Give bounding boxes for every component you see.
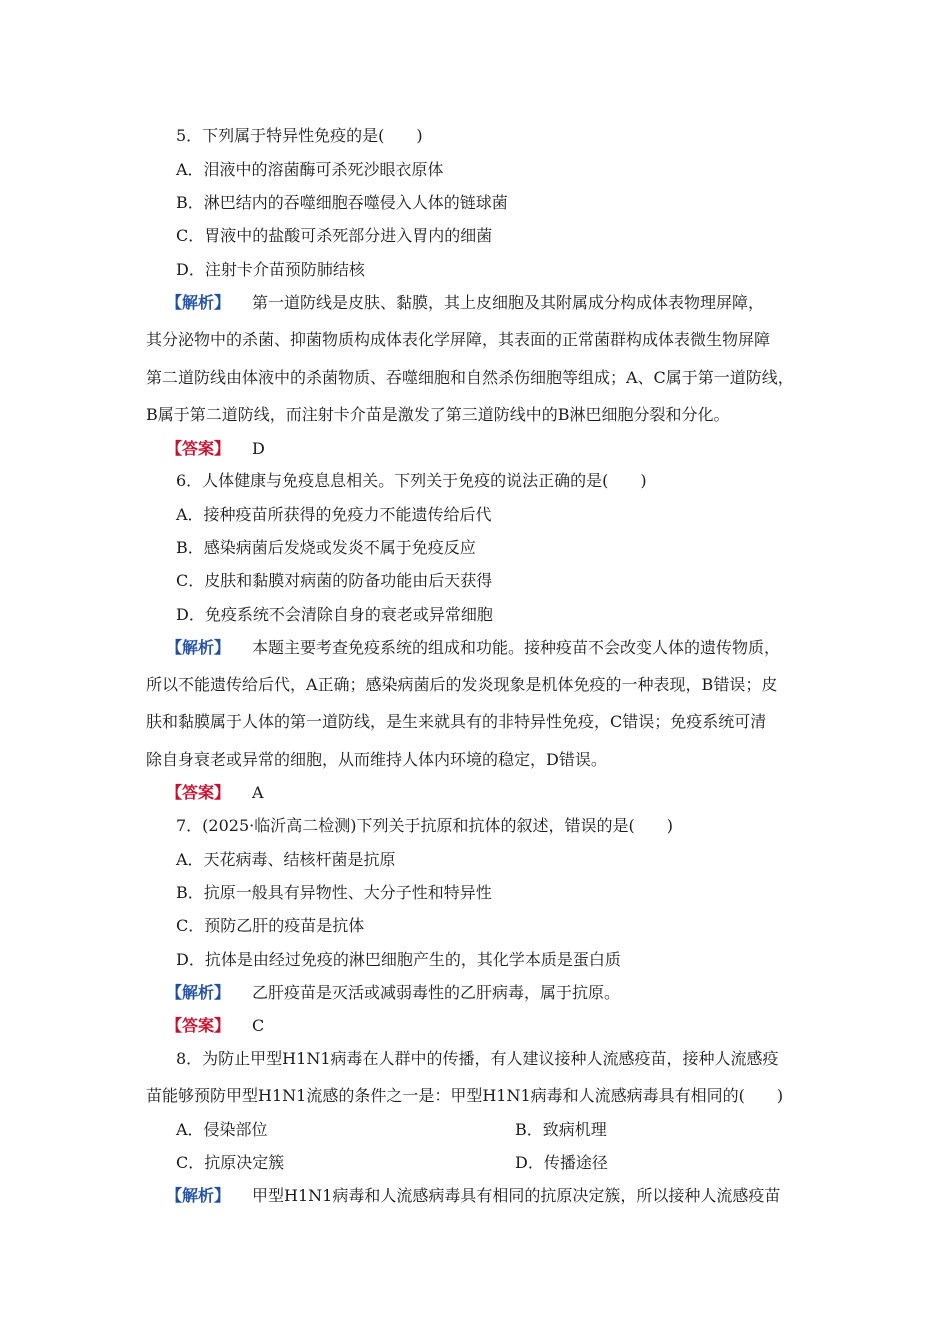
q6-analysis-line-3: 肤和黏膜属于人体的第一道防线，是生来就具有的非特异性免疫，C错误；免疫系统可清 bbox=[146, 712, 767, 731]
q7-option-b: B．抗原一般具有异物性、大分子性和特异性 bbox=[176, 883, 492, 902]
q6-answer: 【答案】 A bbox=[166, 783, 264, 802]
q8-option-c: C．抗原决定簇 bbox=[176, 1153, 285, 1172]
q5-analysis-line-2: 其分泌物中的杀菌、抑菌物质构成体表化学屏障，其表面的正常菌群构成体表微生物屏障 bbox=[146, 330, 771, 349]
q8-option-b: B．致病机理 bbox=[515, 1120, 607, 1139]
q8-analysis-line-1: 【解析】 甲型H1N1病毒和人流感病毒具有相同的抗原决定簇，所以接种人流感疫苗 bbox=[166, 1186, 781, 1205]
q7-stem: 7．(2025·临沂高二检测)下列关于抗原和抗体的叙述，错误的是( ) bbox=[176, 816, 673, 835]
q7-option-a: A．天花病毒、结核杆菌是抗原 bbox=[176, 850, 396, 869]
q5-analysis-line-3: 第二道防线由体液中的杀菌物质、吞噬细胞和自然杀伤细胞等组成；A、C属于第一道防线， bbox=[146, 368, 794, 387]
q7-answer: 【答案】 C bbox=[166, 1016, 265, 1035]
q8-option-a: A．侵染部位 bbox=[176, 1120, 268, 1139]
answer-label: 【答案】 bbox=[166, 1016, 231, 1035]
q7-option-d: D．抗体是由经过免疫的淋巴细胞产生的，其化学本质是蛋白质 bbox=[176, 950, 621, 969]
analysis-label: 【解析】 bbox=[166, 983, 231, 1002]
q6-stem: 6．人体健康与免疫息息相关。下列关于免疫的说法正确的是( ) bbox=[176, 471, 647, 490]
q5-option-c: C．胃液中的盐酸可杀死部分进入胃内的细菌 bbox=[176, 226, 493, 245]
analysis-label: 【解析】 bbox=[166, 1186, 231, 1205]
q6-analysis-line-1: 【解析】 本题主要考查免疫系统的组成和功能。接种疫苗不会改变人体的遗传物质， bbox=[166, 638, 781, 657]
q8-stem-line-2: 苗能够预防甲型H1N1流感的条件之一是：甲型H1N1病毒和人流感病毒具有相同的( ) bbox=[146, 1086, 784, 1105]
q5-answer: 【答案】 D bbox=[166, 439, 265, 458]
q6-option-b: B．感染病菌后发烧或发炎不属于免疫反应 bbox=[176, 538, 476, 557]
q6-option-c: C．皮肤和黏膜对病菌的防备功能由后天获得 bbox=[176, 571, 493, 590]
q5-option-d: D．注射卡介苗预防肺结核 bbox=[176, 260, 365, 279]
q5-option-b: B．淋巴结内的吞噬细胞吞噬侵入人体的链球菌 bbox=[176, 193, 508, 212]
q7-option-c: C．预防乙肝的疫苗是抗体 bbox=[176, 916, 365, 935]
q6-analysis-line-4: 除自身衰老或异常的细胞，从而维持人体内环境的稳定，D错误。 bbox=[146, 750, 607, 769]
q8-option-d: D．传播途径 bbox=[515, 1153, 608, 1172]
q6-option-d: D．免疫系统不会清除自身的衰老或异常细胞 bbox=[176, 605, 493, 624]
q7-analysis-line-1: 【解析】 乙肝疫苗是灭活或减弱毒性的乙肝病毒，属于抗原。 bbox=[166, 983, 621, 1002]
q5-analysis-line-4: B属于第二道防线，而注射卡介苗是激发了第三道防线中的B淋巴细胞分裂和分化。 bbox=[146, 405, 730, 424]
q6-option-a: A．接种疫苗所获得的免疫力不能遗传给后代 bbox=[176, 505, 492, 524]
q8-stem-line-1: 8．为防止甲型H1N1病毒在人群中的传播，有人建议接种人流感疫苗，接种人流感疫 bbox=[176, 1049, 779, 1068]
q5-analysis-line-1: 【解析】 第一道防线是皮肤、黏膜，其上皮细胞及其附属成分构成体表物理屏障， bbox=[166, 293, 765, 312]
q5-stem: 5．下列属于特异性免疫的是( ) bbox=[176, 126, 423, 145]
analysis-label: 【解析】 bbox=[166, 638, 231, 657]
answer-label: 【答案】 bbox=[166, 783, 231, 802]
analysis-label: 【解析】 bbox=[166, 293, 231, 312]
q5-option-a: A．泪液中的溶菌酶可杀死沙眼衣原体 bbox=[176, 160, 444, 179]
q6-analysis-line-2: 所以不能遗传给后代，A正确；感染病菌后的发炎现象是机体免疫的一种表现，B错误；皮 bbox=[146, 675, 778, 694]
answer-label: 【答案】 bbox=[166, 439, 231, 458]
